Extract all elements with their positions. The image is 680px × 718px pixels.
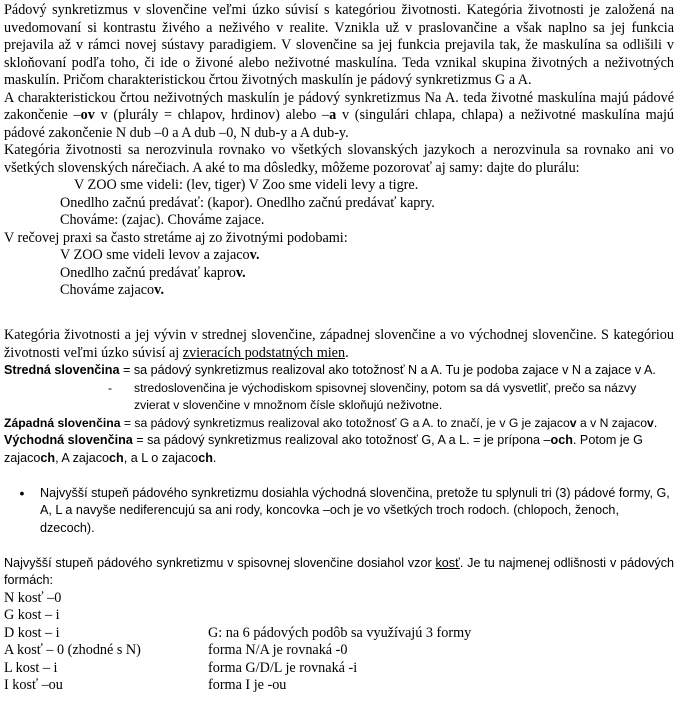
text-run: , A zajaco xyxy=(55,450,110,465)
case-form: A kosť – 0 (zhodné s N) xyxy=(4,642,141,658)
paragraph-vychodna xyxy=(4,432,674,467)
bold-run: v xyxy=(647,415,654,430)
text-run: , a L o zajaco xyxy=(123,450,199,465)
bold-run: v. xyxy=(154,282,165,298)
section-heading: Východná slovenčina xyxy=(4,433,133,447)
case-note xyxy=(208,590,674,608)
section-heading: Západná slovenčina xyxy=(4,415,121,430)
bullet-marker: • xyxy=(19,484,25,501)
spacer xyxy=(4,467,674,485)
text-run: . Potom je G zajaco xyxy=(4,433,643,465)
text-run: Najvyšší stupeň pádového synkretizmu v spisovnej slovenčine dosiahol vzor xyxy=(4,555,436,570)
text-run: V ZOO sme videli levov a zajaco xyxy=(60,247,250,263)
case-note xyxy=(208,607,674,625)
bold-run: och xyxy=(550,433,573,447)
underlined-term: kosť xyxy=(435,555,460,570)
example-line xyxy=(4,265,674,283)
case-row xyxy=(4,625,674,643)
bold-run: ch xyxy=(109,450,124,465)
case-row xyxy=(4,660,674,678)
paragraph-zapadna xyxy=(4,415,674,433)
case-form: I kosť –ou xyxy=(4,677,63,693)
spacer xyxy=(4,537,674,555)
example-line xyxy=(4,282,674,300)
underlined-term: zvieracích podstatných mien xyxy=(182,344,346,361)
example-line: V ZOO sme videli: (lev, tiger) V Zoo sme videli levy a tigre. xyxy=(74,177,419,193)
case-form: L kost – i xyxy=(4,659,58,676)
bullet-list-item xyxy=(4,485,674,538)
text-run: v (plurály = chlapov, hrdinov) alebo – xyxy=(94,107,330,123)
case-note: forma N/A je rovnaká -0 xyxy=(208,642,348,658)
spacer xyxy=(4,300,674,318)
dash-marker: - xyxy=(107,380,112,395)
text-run: Onedlho začnú predávať kapro xyxy=(60,264,236,281)
case-form: D kost – i xyxy=(4,624,60,641)
case-row xyxy=(4,677,674,695)
example-line: Onedlho začnú predávať: (kapor). Onedlho začnú predávať kapry. xyxy=(60,194,435,211)
text-run: v (singulári chlapa, chlapa) a neživotné maskulína majú pádové zakončenie N dub –0 a A dub –0, N dub-y a A dub-y. xyxy=(4,107,674,141)
paragraph-development xyxy=(4,327,674,362)
paragraph-stredna xyxy=(4,362,674,380)
text-run: Kategória životnosti a jej vývin v strednej slovenčine, západnej slovenčine a vo východnej slovenčine. S kategóriou životnosti veľmi úzko súvisí aj xyxy=(4,327,674,361)
document-page xyxy=(4,2,674,695)
section-heading: Stredná slovenčina xyxy=(4,363,120,377)
text-run: Chováme zajaco xyxy=(60,282,155,298)
text-run: . xyxy=(345,344,349,361)
spacer xyxy=(4,317,674,327)
case-form: G kost – i xyxy=(4,607,60,623)
paragraph-practice: V rečovej praxi sa často stretáme aj zo životnými podobami: xyxy=(4,229,348,246)
text-run: = sa pádový synkretizmus realizoval ako totožnosť G a A. to značí, je v G je zajaco xyxy=(120,415,570,430)
case-note: forma G/D/L je rovnaká -i xyxy=(208,659,358,676)
bold-run: ch xyxy=(40,450,56,465)
case-note: forma I je -ou xyxy=(208,677,287,693)
case-row xyxy=(4,590,674,608)
text-run: A charakteristickou črtou neživotných maskulín je pádový synkretizmus Na A. teda životné maskulína majú pádové zakončenie – xyxy=(4,89,674,123)
text-run: = sa pádový synkretizmus realizoval ako totožnosť G, A a L. = je prípona – xyxy=(132,433,551,447)
bold-run: v. xyxy=(235,264,246,281)
text-run: . xyxy=(653,415,658,430)
bold-run: a xyxy=(329,107,337,123)
bold-run: v. xyxy=(249,247,260,263)
case-table xyxy=(4,590,674,695)
paragraph-intro: Pádový synkretizmus v slovenčine veľmi úzko súvisí s kategóriou životnosti. Kategória životnosti je založená na uvedomovaní si kontrastu živého a neživého v realite. Vznikla už v praslovančine a však naplno sa jej funkcia prejavila až v rámci novej sústavy paradigiem. V slovenčine sa jej funkcia prejavila tak, že maskulína sa odlišili v skloňovaní podľa toho, či ide o živoné alebo neživotné maskulína. Teda vznikal skupina životných a neživotných maskulín. Pričom charakteristickou črtou životných maskulín je pádový synkretizmus G a A. xyxy=(4,2,674,88)
text-run: . xyxy=(212,450,217,465)
case-row xyxy=(4,607,674,625)
text-run: a v N zajaco xyxy=(576,415,648,430)
text-run: = sa pádový synkretizmus realizoval ako totožnosť N a A. Tu je podoba zajace v N a zajace v A. xyxy=(119,363,656,377)
case-row xyxy=(4,642,674,660)
bold-run: ch xyxy=(198,450,213,465)
bold-run: ov xyxy=(80,107,95,123)
bold-run: v xyxy=(569,415,577,430)
paragraph-kost xyxy=(4,555,674,590)
dash-list-item xyxy=(4,380,674,415)
example-line: Chováme: (zajac). Chováme zajace. xyxy=(60,212,265,228)
paragraph-dialects: Kategória životnosti sa nerozvinula rovnako vo všetkých slovanských jazykoch a nerozvinula sa rovnako ani vo všetkých slovenských nárečiach. A aké to ma dôsledky, môžeme pozorovať aj samy: dajte do plurálu: xyxy=(4,142,674,176)
paragraph-endings xyxy=(4,90,674,143)
list-item-text: stredoslovenčina je východiskom spisovnej slovenčiny, potom sa dá vysvetliť, prečo sa názvy zvierat v slovenčine v množnom čísle skloňujú neživotne. xyxy=(134,380,637,412)
case-note: G: na 6 pádových podôb sa využívajú 3 formy xyxy=(208,624,472,641)
case-form: N kosť –0 xyxy=(4,589,62,606)
list-item-text: Najvyšší stupeň pádového synkretizmu dosiahla východná slovenčina, pretože tu splynuli tri (3) pádové formy, G, A, L a navyše nediferencujú sa ani rody, koncovka –och je vo všetkých troch rodoch. (chlopoch, ženoch, dzecoch). xyxy=(40,485,670,535)
text-run: . Je tu najmenej odlišnosti v pádových formách: xyxy=(4,555,674,587)
example-line xyxy=(4,247,674,265)
